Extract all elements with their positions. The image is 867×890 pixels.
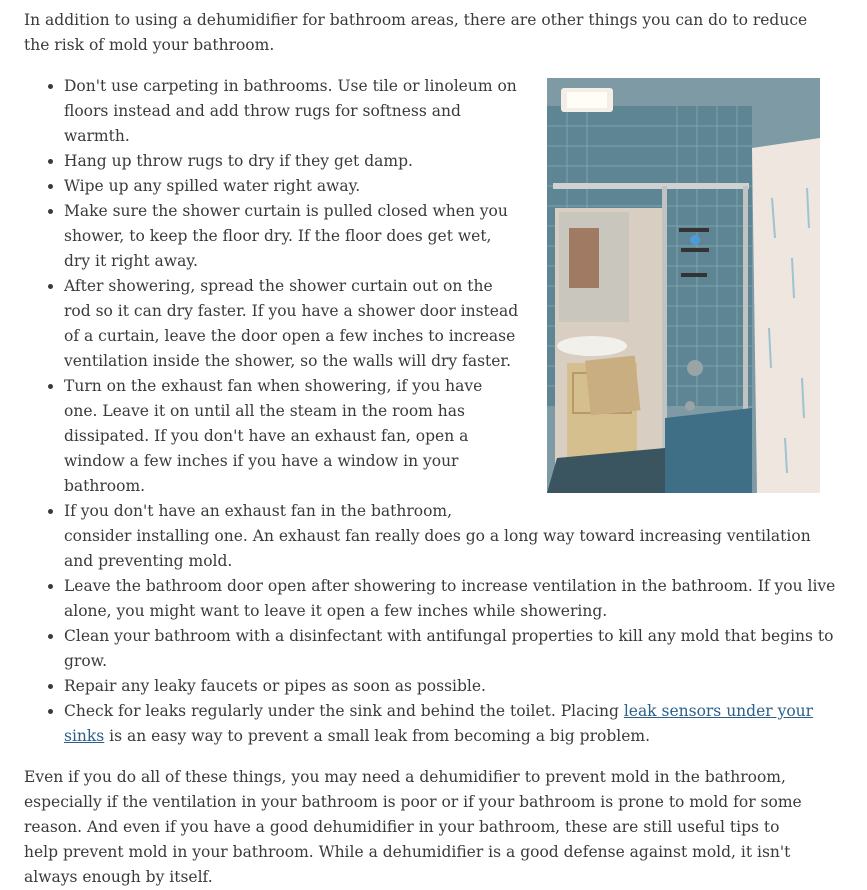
tip-item: • Turn on the exhaust fan when showering, if you have one. Leave it on until all the steam in the room has dissipated. If you don't have an exhaust fan, open a window a few inches if you have a window in your bathroom. — [64, 374, 843, 499]
bathroom-photo — [547, 78, 820, 493]
tips-section — [24, 74, 843, 749]
tip-text: Check for leaks regularly under the sink and behind the toilet. Placing — [64, 702, 624, 720]
tip-item-leak-sensors — [64, 699, 843, 749]
tip-item: • If you don't have an exhaust fan in the bathroom, consider installing one. An exhaust fan really does go a long way toward increasing ventilation and preventing mold. — [64, 499, 843, 574]
tip-text: is an easy way to prevent a small leak from becoming a big problem. — [104, 727, 650, 745]
outro-paragraph: Even if you do all of these things, you may need a dehumidifier to prevent mold in the bathroom, especially if the ventilation in your bathroom is poor or if your bathroom is prone to mold for some reason. And even if you have a good dehumidifier in your bathroom, these are still useful tips to help prevent mold in your bathroom. While a dehumidifier is a good defense against mold, it isn't always enough by itself. — [24, 768, 802, 886]
tip-item: • Repair any leaky faucets or pipes as soon as possible. — [64, 674, 843, 699]
tip-item: • Hang up throw rugs to dry if they get damp. — [64, 149, 843, 174]
tip-item: • Leave the bathroom door open after showering to increase ventilation in the bathroom. If you live alone, you might want to leave it open a few inches while showering. — [64, 574, 843, 624]
intro-paragraph: In addition to using a dehumidifier for bathroom areas, there are other things you can do to reduce the risk of mold your bathroom. — [24, 11, 808, 54]
tip-item: • Clean your bathroom with a disinfectant with antifungal properties to kill any mold that begins to grow. — [64, 624, 843, 674]
bathroom-illustration — [547, 78, 820, 493]
tip-item: • Make sure the shower curtain is pulled closed when you shower, to keep the floor dry. If the floor does get wet, dry it right away. — [64, 199, 843, 274]
tip-item: • Wipe up any spilled water right away. — [64, 174, 843, 199]
tip-item: • After showering, spread the shower curtain out on the rod so it can dry faster. If you have a shower door instead of a curtain, leave the door open a few inches to increase ventilation inside the shower, so the walls will dry faster. — [64, 274, 843, 374]
leak-sensors-link[interactable]: leak sensors under your sinks — [64, 702, 814, 745]
tip-item: • Don't use carpeting in bathrooms. Use tile or linoleum on floors instead and add throw rugs for softness and warmth. — [64, 74, 843, 149]
